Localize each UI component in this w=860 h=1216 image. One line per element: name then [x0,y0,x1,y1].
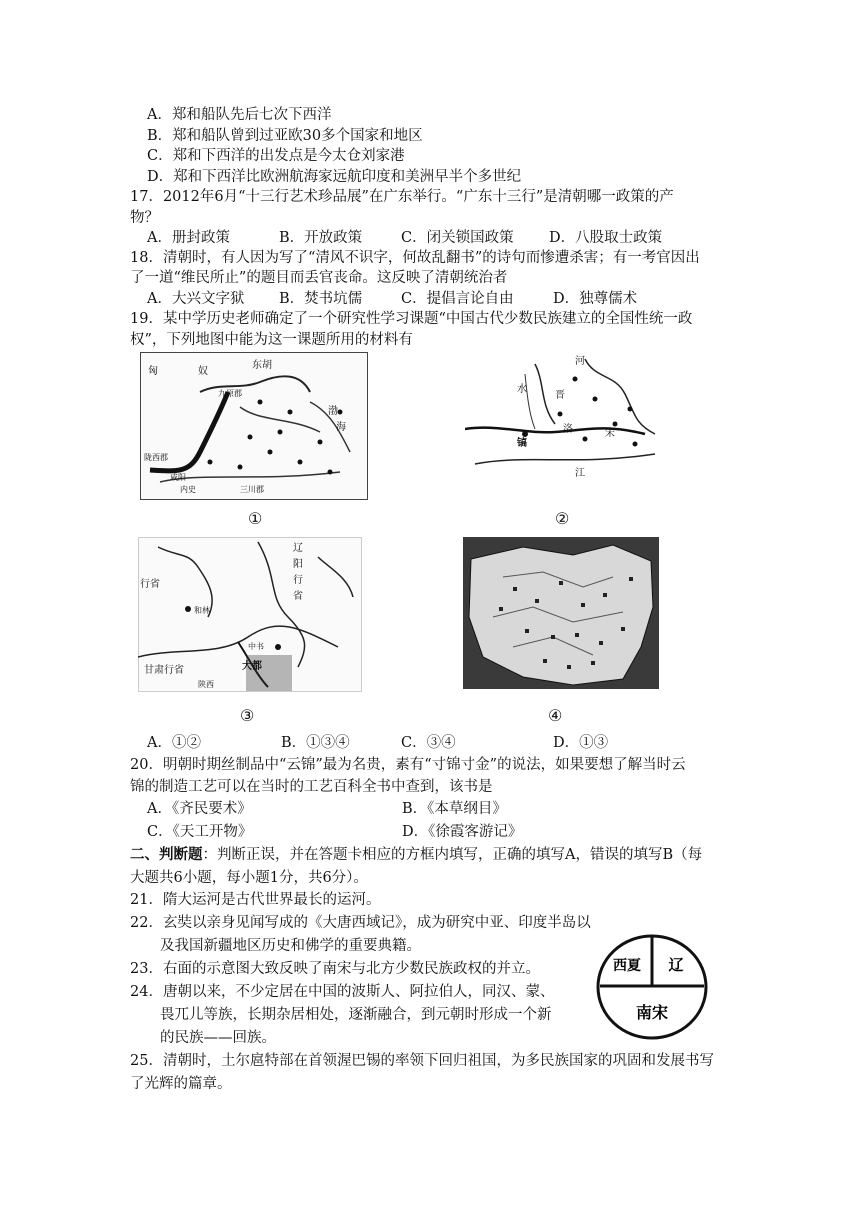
diagram-xixia-label: 西夏 [613,958,641,974]
q17-options [147,228,662,248]
q20-option-d: D．《徐霞客游记》 [402,824,523,840]
q18-option-b: B．焚书坑儒 [279,291,363,307]
map3-label: 和林 [194,606,210,615]
map1-label: 奴 [198,366,208,377]
q20-stem-line1: 20．明朝时期丝制品中“云锦”最为名贵，素有“寸锦寸金”的说法，如果要想了解当时云 [130,757,686,773]
diagram-liao-label: 辽 [668,956,684,974]
q18-stem-line1: 18．清朝时，有人因为写了“清风不识字，何故乱翻书”的诗句而惨遭杀害；有一考官因出 [130,250,700,266]
map1-label: 咸阳 [170,473,186,482]
map3-label: 陕西 [198,680,214,689]
map1-label: 三川郡 [240,485,264,494]
q16-option-a: A．郑和船队先后七次下西洋 [147,107,332,123]
q18-stem-line2: 了一道“维民所止”的题目而丢官丧命。这反映了清朝统治者 [130,270,508,286]
q19-options [147,733,608,753]
map1-label: 九原郡 [218,389,242,398]
map1-caption: ① [248,509,263,528]
judge-q22-line1: 22．玄奘以亲身见闻写成的《大唐西域记》，成为研究中亚、印度半岛以 [130,915,591,931]
judge-q25-line2: 了光辉的篇章。 [130,1076,232,1092]
q20-option-b: B．《本草纲目》 [402,801,507,817]
map2-label: 镐 [517,438,527,449]
map3-label: 阳 [293,559,303,570]
q16-option-c: C．郑和下西洋的出发点是今太仓刘家港 [147,148,405,164]
q17-option-c: C．闭关锁国政策 [401,230,514,246]
q19-option-a: A．①② [147,735,201,751]
q17-stem-line1: 17．2012年6月“十三行艺术珍品展”在广东举行。“广东十三行”是清朝哪一政策的产 [130,189,674,205]
map2-label: 河 [575,356,585,367]
q19-stem-line2: 权”，下列地图中能为这一课题所用的材料有 [130,332,413,348]
q18-option-d: D．独尊儒术 [553,291,638,307]
judge-q21: 21．隋大运河是古代世界最长的运河。 [130,892,381,908]
song-liao-xixia-diagram [594,932,710,1042]
map3-label: 辽 [293,543,303,554]
map2-label: 宋 [605,428,615,439]
q18-option-a: A．大兴文字狱 [147,291,245,307]
q20-option-c: C．《天工开物》 [147,824,253,840]
map3-caption: ③ [240,706,255,725]
map2-label: 江 [575,468,585,479]
map3-label: 行省 [140,579,160,590]
q17-option-b: B．开放政策 [279,230,363,246]
judge-q24-line1: 24．唐朝以来，不少定居在中国的波斯人、阿拉伯人，同汉、蒙、 [130,984,555,1000]
map1-label: 渤 [328,406,338,417]
q17-option-d: D．八股取士政策 [549,230,663,246]
q16-option-d: D．郑和下西洋比欧洲航海家远航印度和美洲早半个多世纪 [147,169,522,185]
diagram-nansong-label: 南宋 [635,1003,669,1022]
judge-q22-line2: 及我国新疆地区历史和佛学的重要典籍。 [160,938,421,954]
map3-label: 行 [293,575,303,586]
q20-option-a: A．《齐民要术》 [147,801,252,817]
map1-label: 海 [336,422,346,433]
map4-caption: ④ [548,706,563,725]
map-yuan-image [138,537,362,692]
q19-option-b: B．①③④ [281,735,350,751]
q18-option-c: C．提倡言论自由 [401,291,514,307]
judge-q24-line3: 的民族——回族。 [160,1030,276,1046]
section2-title: 二、判断题 [130,846,203,863]
map3-label: 省 [293,591,303,602]
section2-instruction: ：判断正误，并在答题卡相应的方框内填写，正确的填写A，错误的填写B（每 [202,847,703,863]
judge-q24-line2: 畏兀儿等族，长期杂居相处，逐渐融合，到元朝时形成一个新 [160,1007,552,1023]
map1-label: 内史 [180,485,196,494]
q18-options [147,289,637,309]
map1-label: 陇西郡 [144,453,168,462]
section2-heading [130,845,702,865]
q19-option-c: C．③④ [401,735,456,751]
map2-label: 晋 [555,390,565,401]
section2-instruction-line2: 大题共6小题，每小题1分，共6分）。 [130,870,368,886]
map2-label: 洛 [563,424,573,435]
judge-q23: 23．右面的示意图大致反映了南宋与北方少数民族政权的并立。 [130,961,540,977]
judge-q25-line1: 25．清朝时，土尔扈特部在首领渥巴锡的率领下回归祖国，为多民族国家的巩固和发展书写 [130,1053,714,1069]
map2-caption: ② [555,509,570,528]
map2-label: 水 [517,384,527,395]
map-ming-image [463,537,659,689]
map1-label: 匈 [148,366,158,377]
map3-label: 大都 [242,661,262,672]
map-zhou-image [465,354,660,486]
q17-stem-line2: 物？ [130,210,159,226]
q16-option-b: B．郑和船队曾到过亚欧30多个国家和地区 [147,128,423,144]
q19-option-d: D．①③ [553,735,609,751]
map3-label: 甘肃行省 [144,665,184,676]
q20-stem-line2: 锦的制造工艺可以在当时的工艺百科全书中查到，该书是 [130,779,493,795]
map1-label: 东胡 [252,360,272,371]
q19-stem-line1: 19．某中学历史老师确定了一个研究性学习课题“中国古代少数民族建立的全国性统一政 [130,311,693,327]
map3-label: 中书 [248,642,264,651]
q17-option-a: A．册封政策 [147,230,230,246]
map-qin-image [140,352,368,500]
